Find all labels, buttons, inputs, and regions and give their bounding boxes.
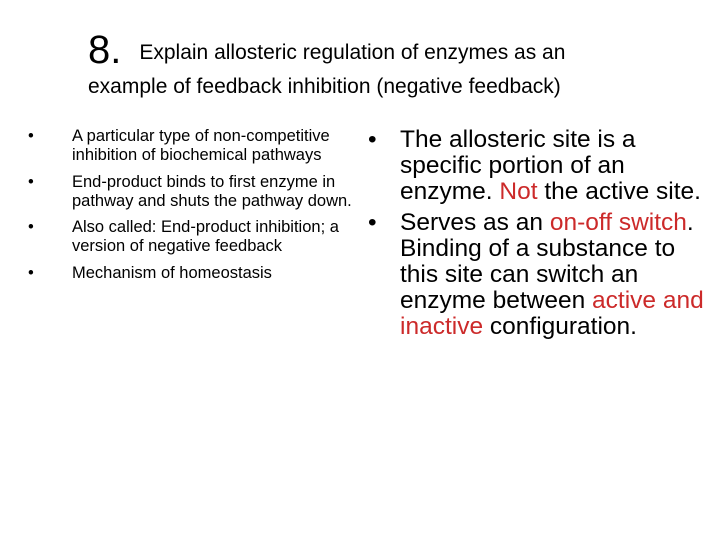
right-bullet-text: The allosteric site is a specific portion of an enzyme. [400, 126, 636, 205]
bullet-icon: • [28, 263, 34, 282]
slide-title [88, 30, 688, 104]
right-bullet-text: Serves as an [400, 209, 550, 236]
bullet-icon: • [28, 172, 34, 191]
left-bullet-list [28, 127, 358, 290]
left-bullet-text: End-product binds to first enzyme in pathway and shuts the pathway down. [72, 172, 352, 210]
title-line-2: example of feedback inhibition (negative feedback) [88, 75, 561, 98]
left-bullet-item [28, 218, 358, 257]
left-bullet-item [28, 264, 358, 283]
left-bullet-item [28, 173, 358, 212]
bullet-icon: • [368, 126, 377, 153]
highlight-not: Not [499, 178, 538, 205]
title-number: 8. [88, 28, 122, 72]
right-bullet-text: the active site. [537, 178, 701, 205]
right-bullet-item-on-off-switch [368, 210, 708, 340]
title-line-1: Explain allosteric regulation of enzymes as an [139, 41, 566, 64]
left-bullet-text: A particular type of non-competitive inhibition of biochemical pathways [72, 127, 330, 165]
right-bullet-text: . Binding of a substance to this site can switch an enzyme between [400, 209, 694, 314]
right-bullet-text: configuration. [483, 313, 637, 340]
highlight-active-inactive: active and inactive [400, 287, 704, 340]
left-bullet-text: Mechanism of homeostasis [72, 263, 272, 282]
right-bullet-list [368, 127, 708, 345]
left-bullet-text: Also called: End-product inhibition; a version of negative feedback [72, 218, 339, 256]
bullet-icon: • [28, 218, 34, 237]
right-bullet-item-allosteric-site [368, 127, 708, 205]
bullet-icon: • [28, 127, 34, 145]
left-bullet-item [28, 127, 358, 166]
bullet-icon: • [368, 209, 377, 236]
highlight-on-off-switch: on-off switch [549, 209, 687, 236]
